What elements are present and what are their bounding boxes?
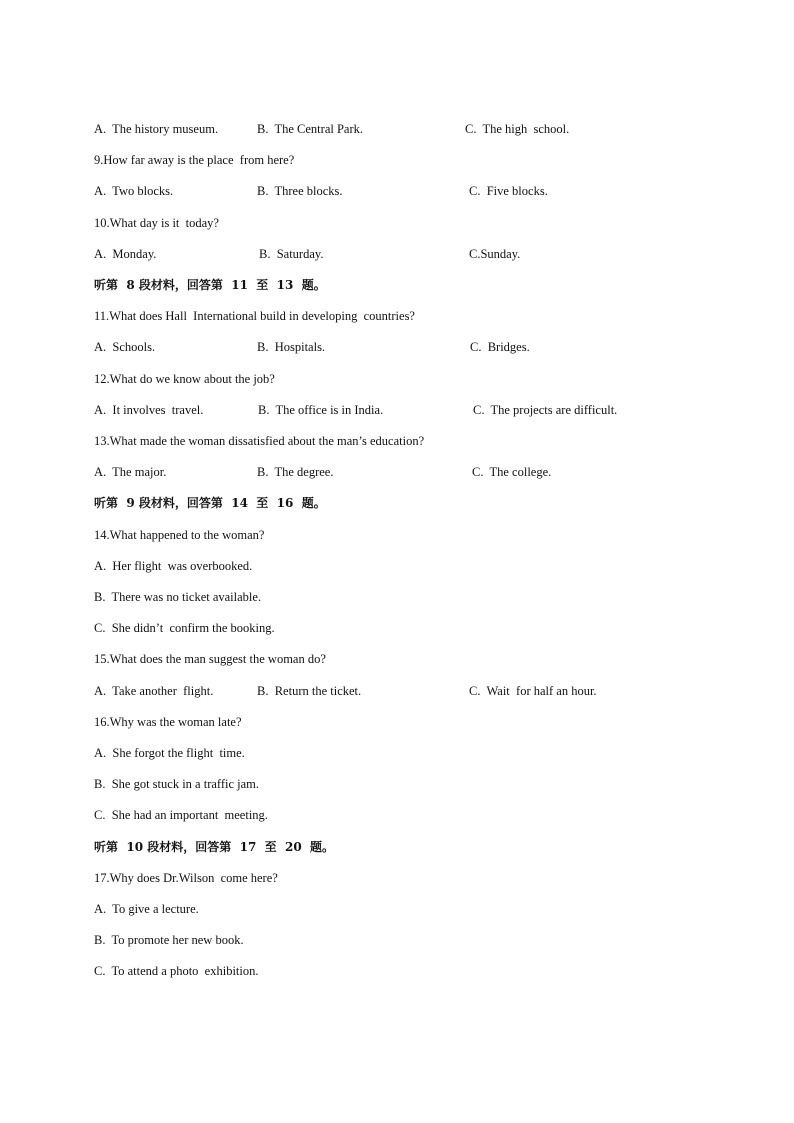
option-b: B. Return the ticket. bbox=[257, 684, 362, 698]
question-16: 16.Why was the woman late? bbox=[94, 715, 242, 729]
option-c: C. The projects are difficult. bbox=[473, 403, 618, 417]
option-c: C. She had an important meeting. bbox=[94, 808, 268, 822]
option-b: B. The Central Park. bbox=[257, 122, 363, 136]
option-c: C. She didn’t confirm the booking. bbox=[94, 621, 275, 635]
option-b: B. The degree. bbox=[257, 465, 334, 479]
section-heading: 听第 9 段材料，回答第 14 至 16 题。 bbox=[94, 496, 326, 510]
option-b: B. There was no ticket available. bbox=[94, 590, 262, 604]
option-a: A. Her flight was overbooked. bbox=[94, 559, 253, 573]
option-a: A. Schools. bbox=[94, 340, 156, 354]
question-13: 13.What made the woman dissatisfied about the man’s education? bbox=[94, 434, 425, 448]
option-b: B. The office is in India. bbox=[258, 403, 384, 417]
option-a: A. To give a lecture. bbox=[94, 902, 199, 916]
option-b: B. To promote her new book. bbox=[94, 933, 244, 947]
option-c: C. The high school. bbox=[465, 122, 570, 136]
question-17: 17.Why does Dr.Wilson come here? bbox=[94, 871, 278, 885]
option-b: B. She got stuck in a traffic jam. bbox=[94, 777, 260, 791]
question-10: 10.What day is it today? bbox=[94, 216, 219, 230]
option-a: A. The major. bbox=[94, 465, 167, 479]
question-15: 15.What does the man suggest the woman do? bbox=[94, 652, 326, 666]
option-a: A. It involves travel. bbox=[94, 403, 204, 417]
question-14: 14.What happened to the woman? bbox=[94, 528, 265, 542]
option-b: B. Hospitals. bbox=[257, 340, 326, 354]
question-12: 12.What do we know about the job? bbox=[94, 372, 275, 386]
option-c: C. To attend a photo exhibition. bbox=[94, 964, 259, 978]
section-heading: 听第 10 段材料，回答第 17 至 20 题。 bbox=[94, 840, 335, 854]
option-c: C. The college. bbox=[472, 465, 552, 479]
option-a: A. Take another flight. bbox=[94, 684, 214, 698]
section-heading: 听第 8 段材料，回答第 11 至 13 题。 bbox=[94, 278, 326, 292]
option-a: A. Monday. bbox=[94, 247, 157, 261]
option-c: C. Bridges. bbox=[470, 340, 530, 354]
question-9: 9.How far away is the place from here? bbox=[94, 153, 295, 167]
question-11: 11.What does Hall International build in developing countries? bbox=[94, 309, 415, 323]
option-a: A. She forgot the flight time. bbox=[94, 746, 245, 760]
option-b: B. Three blocks. bbox=[257, 184, 343, 198]
option-a: A. The history museum. bbox=[94, 122, 219, 136]
option-a: A. Two blocks. bbox=[94, 184, 174, 198]
option-c: C. Wait for half an hour. bbox=[469, 684, 597, 698]
option-c: C. Five blocks. bbox=[469, 184, 548, 198]
option-c: C.Sunday. bbox=[469, 247, 521, 261]
option-b: B. Saturday. bbox=[259, 247, 324, 261]
